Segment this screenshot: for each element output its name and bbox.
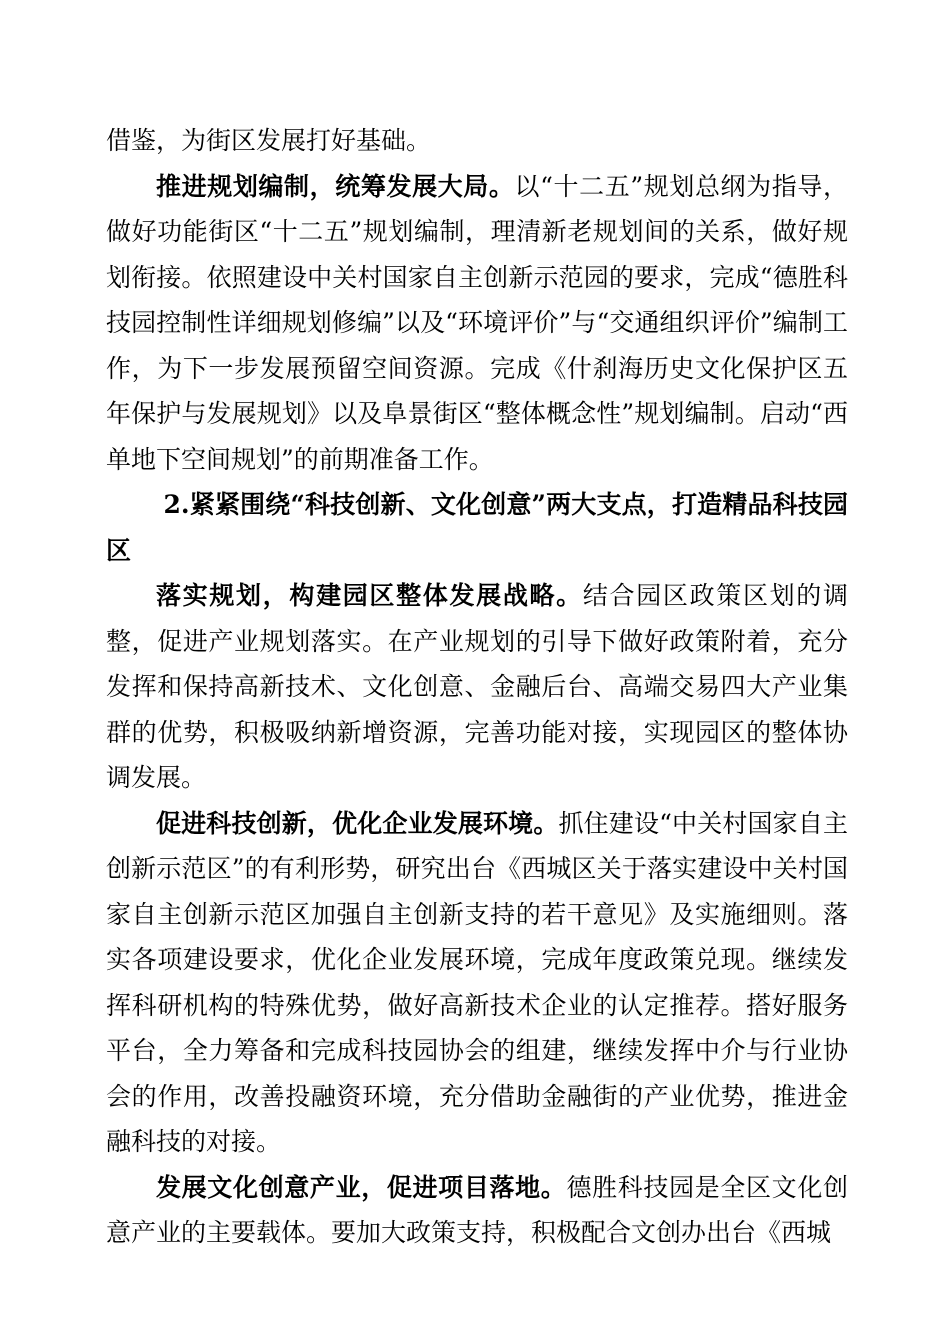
paragraph-continuation [106, 118, 848, 164]
paragraph-text: 借鉴，为街区发展打好基础。 [106, 126, 432, 155]
paragraph-planning [106, 164, 848, 483]
section-heading: 2.紧紧围绕“科技创新、文化创意”两大支点，打造精品科技园区 [106, 490, 848, 565]
paragraph-lead: 推进规划编制，统筹发展大局。 [156, 171, 515, 201]
paragraph-culture [106, 1165, 848, 1256]
paragraph-lead: 发展文化创意产业，促进项目落地。 [156, 1172, 567, 1202]
paragraph-text: 德胜科技园是全区文化创意产业的主要载体。要加大政策支持，积极配合文创办出台《西城 [106, 1172, 848, 1247]
paragraph-lead: 落实规划，构建园区整体发展战略。 [156, 581, 583, 610]
paragraph-text: 抓住建设“中关村国家自主创新示范区”的有利形势，研究出台《西城区关于落实建设中关村国家自主创新示范区加强自主创新支持的若干意见》及实施细则。落实各项建设要求，优化企业发展环境，完成年度政策兑现。继续发挥科研机构的特殊优势，做好高新技术企业的认定推荐。搭好服务平台，全力筹备和完成科技园协会的组建，继续发挥中介与行业协会的作用，改善投融资环境，充分借助金融街的产业优势，推进金融科技的对接。 [106, 808, 848, 1156]
paragraph-lead: 促进科技创新，优化企业发展环境。 [156, 808, 559, 838]
paragraph-text: 以“十二五”规划总纲为指导，做好功能街区“十二五”规划编制，理清新老规划间的关系，做好规划衔接。依照建设中关村国家自主创新示范园的要求，完成“德胜科技园控制性详细规划修编”以及“环境评价”与“交通组织评价”编制工作，为下一步发展预留空间资源。完成《什刹海历史文化保护区五年保护与发展规划》以及阜景街区“整体概念性”规划编制。启动“西单地下空间规划”的前期准备工作。 [106, 171, 848, 474]
paragraph-innovation [106, 801, 848, 1165]
paragraph-strategy [106, 573, 848, 801]
paragraph-text: 结合园区政策区划的调整，促进产业规划落实。在产业规划的引导下做好政策附着，充分发挥和保持高新技术、文化创意、金融后台、高端交易四大产业集群的优势，积极吸纳新增资源，完善功能对接，实现园区的整体协调发展。 [106, 581, 848, 792]
document-page [106, 118, 848, 1256]
